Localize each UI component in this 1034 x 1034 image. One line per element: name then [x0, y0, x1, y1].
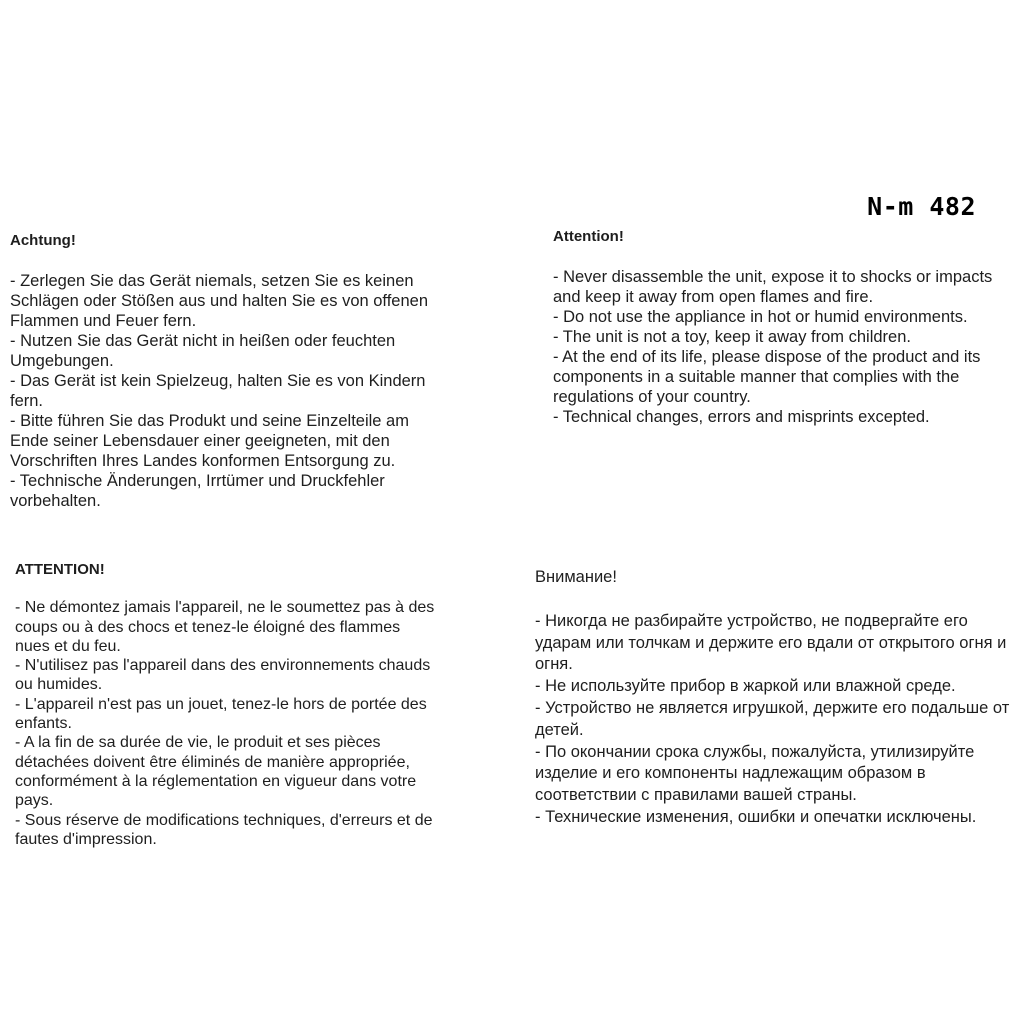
warning-item: - Technical changes, errors and misprints excepted.: [553, 408, 930, 426]
model-number: N-m 482: [867, 192, 976, 221]
warning-item: - Sous réserve de modifications techniques, d'erreurs et de fautes d'impression.: [15, 811, 433, 848]
warning-item: - Ne démontez jamais l'appareil, ne le soumettez pas à des coups ou à des chocs et tenez-le éloigné des flammes nues et du feu.: [15, 599, 435, 655]
warning-item: - Никогда не разбирайте устройство, не подвергайте его ударам или толчкам и держите его вдали от открытого огня и огня.: [535, 611, 1007, 674]
warning-section-french: [15, 560, 435, 849]
warning-item: - Do not use the appliance in hot or humid environments.: [553, 308, 968, 326]
warning-item: - A la fin de sa durée de vie, le produit et ses pièces détachées doivent être éliminés de manière appropriée, conformément à la réglementation en vigueur dans votre pays.: [15, 734, 417, 810]
warning-item: - Nutzen Sie das Gerät nicht in heißen oder feuchten Umgebungen.: [10, 332, 396, 370]
warning-item: - The unit is not a toy, keep it away from children.: [553, 328, 911, 346]
section-heading: Attention!: [553, 228, 624, 245]
section-heading: Achtung!: [10, 232, 76, 249]
warning-item: - Technische Änderungen, Irrtümer und Druckfehler vorbehalten.: [10, 472, 385, 510]
warning-item: - Zerlegen Sie das Gerät niemals, setzen Sie es keinen Schlägen oder Stößen aus und halten Sie es von offenen Flammen und Feuer fern.: [10, 272, 429, 330]
warning-item: - Das Gerät ist kein Spielzeug, halten Sie es von Kindern fern.: [10, 372, 426, 410]
warning-item: - At the end of its life, please dispose of the product and its components in a suitable manner that complies with the regulations of your country.: [553, 348, 981, 406]
section-heading: ATTENTION!: [15, 561, 105, 578]
warning-item: - Устройство не является игрушкой, держите его подальше от детей.: [535, 698, 1010, 739]
warning-item: - N'utilisez pas l'appareil dans des environnements chauds ou humides.: [15, 657, 431, 694]
warning-item: - Технические изменения, ошибки и опечатки исключены.: [535, 807, 977, 826]
warning-item: - По окончании срока службы, пожалуйста, утилизируйте изделие и его компоненты надлежащим образом в соответствии с правилами вашей страны.: [535, 742, 975, 805]
section-heading: Внимание!: [535, 568, 617, 586]
warning-section-russian: [535, 567, 1015, 829]
warning-item: - L'appareil n'est pas un jouet, tenez-le hors de portée des enfants.: [15, 695, 427, 733]
warning-item: - Не используйте прибор в жаркой или влажной среде.: [535, 677, 956, 696]
warning-item: - Bitte führen Sie das Produkt und seine Einzelteile am Ende seiner Lebensdauer einer geeigneten, mit den Vorschriften Ihres Landes konformen Entsorgung zu.: [10, 412, 409, 470]
warning-item: - Never disassemble the unit, expose it to shocks or impacts and keep it away from open flames and fire.: [553, 268, 993, 306]
warning-section-english: [553, 227, 993, 427]
warning-section-german: [10, 231, 450, 511]
